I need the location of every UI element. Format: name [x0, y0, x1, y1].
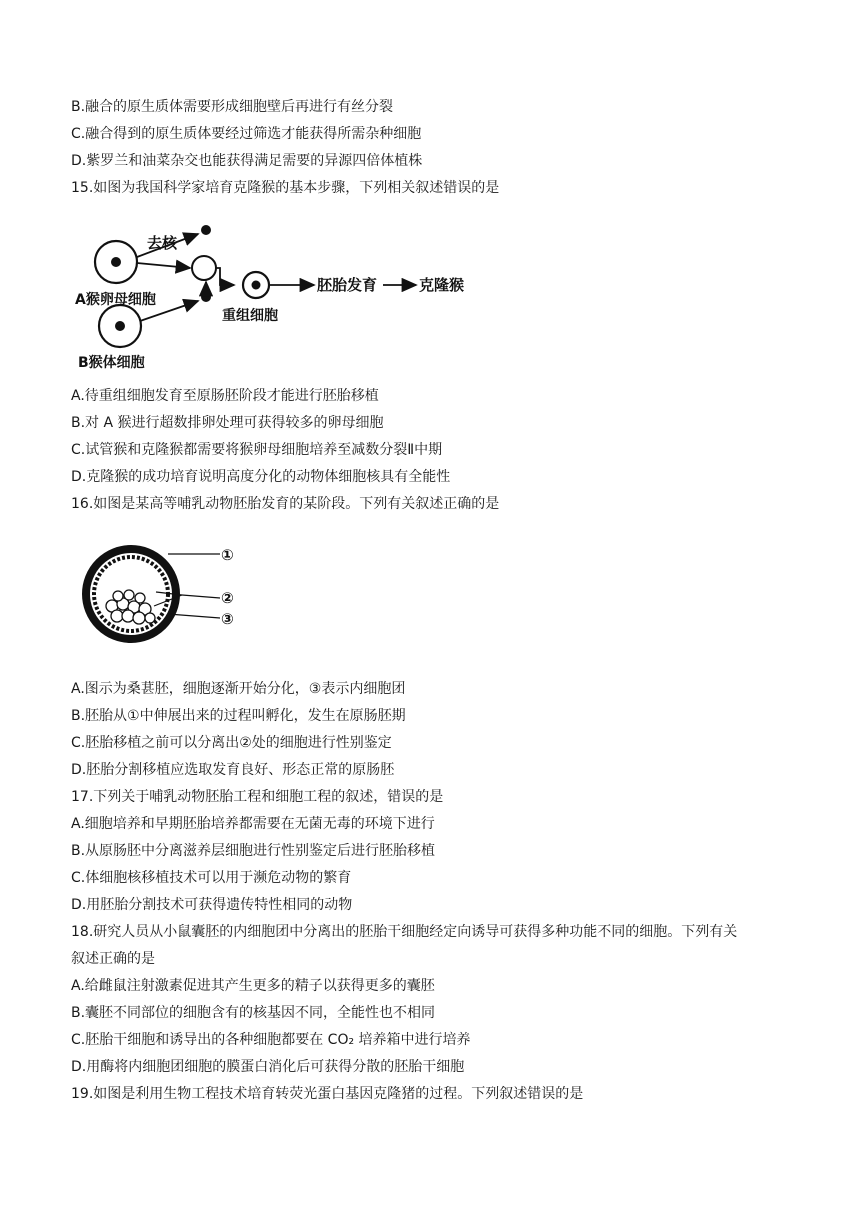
q18-option-d: D.用酶将内细胞团细胞的膜蛋白消化后可获得分散的胚胎干细胞	[71, 1059, 465, 1075]
label-a-oocyte: A猴卵母细胞	[75, 292, 156, 308]
enucleated-oocyte	[192, 256, 216, 280]
q17-option-c: C.体细胞核移植技术可以用于濒危动物的繁育	[71, 870, 352, 886]
q15-option-b: B.对 A 猴进行超数排卵处理可获得较多的卵母细胞	[71, 415, 384, 431]
q17-option-d: D.用胚胎分割技术可获得遗传特性相同的动物	[71, 897, 353, 913]
q17-stem: 17.下列关于哺乳动物胚胎工程和细胞工程的叙述，错误的是	[71, 789, 444, 805]
q16-option-d: D.胚胎分割移植应选取发育良好、形态正常的原肠胚	[71, 762, 395, 778]
q16-option-b: B.胚胎从①中伸展出来的过程叫孵化，发生在原肠胚期	[71, 708, 406, 724]
q19-stem: 19.如图是利用生物工程技术培育转荧光蛋白基因克隆猪的过程。下列叙述错误的是	[71, 1086, 584, 1102]
q17-option-b: B.从原肠胚中分离滋养层细胞进行性别鉴定后进行胚胎移植	[71, 843, 436, 859]
q15-option-a: A.待重组细胞发育至原肠胚阶段才能进行胚胎移植	[71, 388, 379, 404]
label-b-somatic: B猴体细胞	[78, 355, 145, 371]
q14-option-c: C.融合得到的原生质体要经过筛选才能获得所需杂种细胞	[71, 126, 422, 142]
blastocyst-diagram	[82, 538, 252, 650]
somatic-nucleus	[201, 292, 211, 302]
label-enucleate: 去核	[147, 234, 178, 252]
q18-stem-line2: 叙述正确的是	[71, 951, 155, 967]
label-embryo-development: 胚胎发育	[317, 276, 378, 294]
arrow-to-enucleated-oocyte	[137, 263, 190, 268]
oocyte-cell	[95, 241, 137, 283]
q15-option-c: C.试管猴和克隆猴都需要将猴卵母细胞培养至减数分裂Ⅱ中期	[71, 442, 443, 458]
q16-stem: 16.如图是某高等哺乳动物胚胎发育的某阶段。下列有关叙述正确的是	[71, 496, 500, 512]
q14-option-b: B.融合的原生质体需要形成细胞壁后再进行有丝分裂	[71, 99, 394, 115]
leader-3	[168, 614, 220, 618]
label-reconstructed-cell: 重组细胞	[222, 308, 278, 324]
q15-stem: 15.如图为我国科学家培育克隆猴的基本步骤，下列相关叙述错误的是	[71, 180, 500, 196]
q18-option-a: A.给雌鼠注射激素促进其产生更多的精子以获得更多的囊胚	[71, 978, 435, 994]
reconstructed-cell	[243, 272, 269, 298]
q16-option-c: C.胚胎移植之前可以分离出②处的细胞进行性别鉴定	[71, 735, 392, 751]
cloning-diagram	[70, 205, 510, 375]
q17-option-a: A.细胞培养和早期胚胎培养都需要在无菌无毒的环境下进行	[71, 816, 435, 832]
q16-option-a: A.图示为桑葚胚，细胞逐渐开始分化，③表示内细胞团	[71, 681, 406, 697]
q14-option-d: D.紫罗兰和油菜杂交也能获得满足需要的异源四倍体植株	[71, 153, 423, 169]
q18-stem-line1: 18.研究人员从小鼠囊胚的内细胞团中分离出的胚胎干细胞经定向诱导可获得多种功能不同的细胞。下列有关	[71, 924, 738, 940]
q18-option-b: B.囊胚不同部位的细胞含有的核基因不同，全能性也不相同	[71, 1005, 436, 1021]
somatic-cell	[99, 305, 141, 347]
marker-1: ①	[221, 546, 234, 564]
q18-option-c: C.胚胎干细胞和诱导出的各种细胞都要在 CO₂ 培养箱中进行培养	[71, 1032, 471, 1048]
arrow-to-reconstructed	[216, 268, 234, 285]
marker-3: ③	[221, 610, 234, 628]
label-cloned-monkey: 克隆猴	[419, 276, 465, 294]
marker-2: ②	[221, 589, 234, 607]
leader-2	[182, 595, 220, 598]
removed-nucleus	[201, 225, 211, 235]
q15-option-d: D.克隆猴的成功培育说明高度分化的动物体细胞核具有全能性	[71, 469, 451, 485]
